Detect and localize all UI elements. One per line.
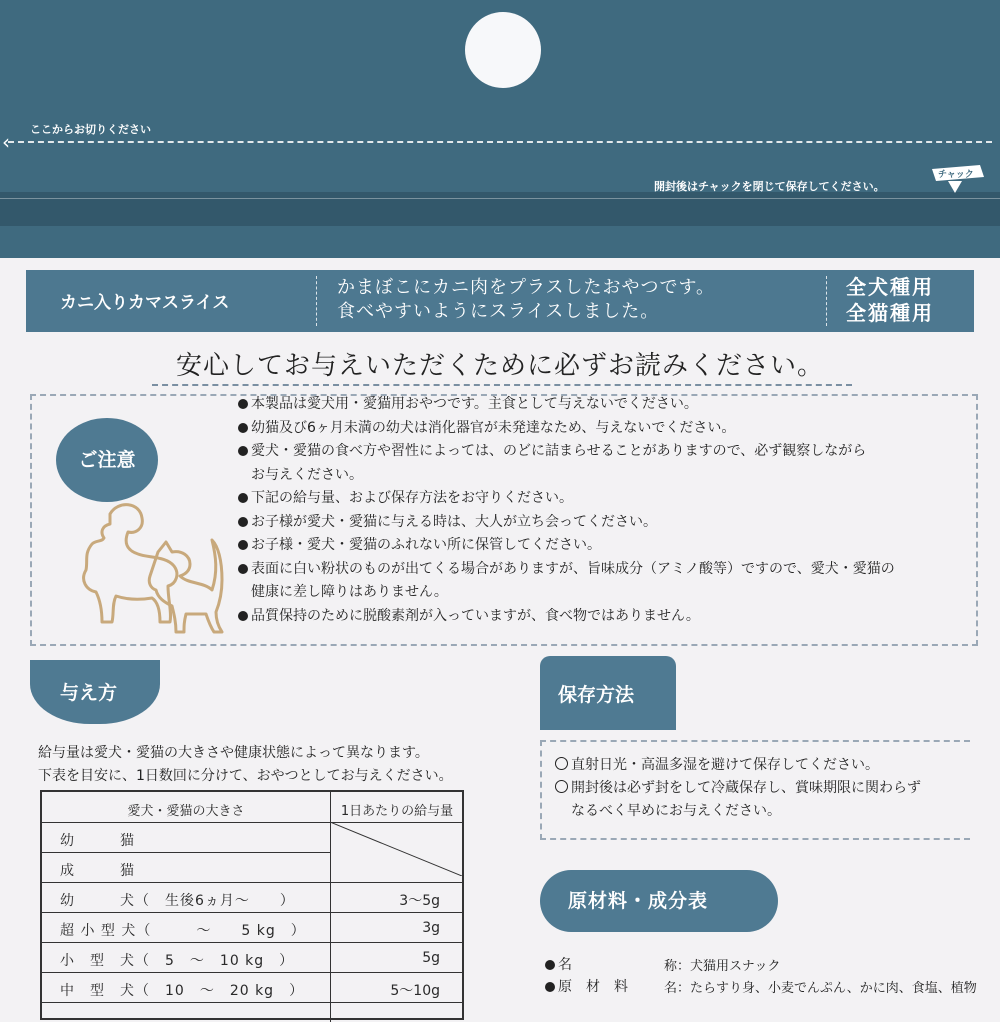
zipper-tag-icon [928,163,988,203]
caution-item-text: 品質保持のために脱酸素剤が入っていますが、食べ物ではありません。 [251,607,700,624]
package-top-band [0,0,1000,258]
circle-bullet-icon [555,757,568,770]
target-cats: 全猫種用 [846,301,934,325]
storage-item [555,754,921,777]
ingredients-badge-label: 原材料・成分表 [568,890,709,912]
caution-item [238,534,978,558]
storage-badge [540,656,676,730]
hang-hole [465,12,541,88]
zipper-label: 開封後はチャックを閉じて保存してください。 [654,180,885,193]
table-rule [42,882,462,883]
header-amount: 1日あたりの給与量 [340,804,454,819]
storage-item-text: 直射日光・高温多湿を避けて保存してください。 [571,757,879,773]
zipper-line [0,198,1000,199]
ingredient-raw-row [545,976,628,996]
caution-item-text: 表面に白い粉状のものが出てくる場合がありますが、旨味成分（アミノ酸等）ですので、愛犬・愛猫の [251,560,895,577]
feeding-text-line-2: 下表を目安に、1日数回に分けて、おやつとしてお与えください。 [38,768,453,784]
table-amount-cell: 5g [422,950,440,966]
caution-item-continued: お与えください。 [251,466,363,483]
tagline-line-2: 食べやすいようにスライスしました。 [337,301,660,322]
bullet-icon [238,540,248,550]
feeding-table [40,790,464,1020]
header-size: 愛犬・愛猫の大きさ [127,804,245,819]
caution-item [238,487,978,511]
product-name: カニ入りカマスライス [60,293,230,313]
storage-item-continued: なるべく早めにお与えください。 [571,803,781,819]
cut-label: ここからお切りください [30,123,151,136]
caution-badge: ご注意 [56,418,158,502]
target-dogs: 全犬種用 [846,275,934,299]
table-rule [42,822,462,823]
zipper-tag-label: チャック [938,170,974,180]
bullet-icon [545,982,555,992]
notice-heading: 安心してお与えいただくために必ずお読みください。 [175,351,824,381]
bullet-icon [238,564,248,574]
storage-list [555,754,921,823]
caution-item-text: お子様が愛犬・愛猫に与える時は、大人が立ち会ってください。 [251,513,657,530]
caution-item-continued: 健康に差し障りはありません。 [251,584,448,600]
bullet-icon [238,517,248,527]
ingredient-name-row [545,954,572,974]
tagline-line-1: かまぼこにカニ肉をプラスしたおやつです。 [337,277,716,298]
table-size-cell: 成 猫 [60,863,135,879]
caution-item [238,393,978,417]
table-rule [42,972,462,973]
caution-item [238,558,978,582]
feeding-badge-label: 与え方 [60,682,118,704]
circle-bullet-icon [555,780,568,793]
caution-item [238,417,978,441]
dog-cat-illustration [40,496,240,636]
table-amount-cell: 3g [422,920,440,936]
caution-item [238,605,978,629]
table-rule [42,1002,462,1003]
ingredient-raw-value: 名：たらすり身、小麦でんぷん、かに肉、食塩、植物 [664,981,977,996]
table-rule [42,912,462,913]
caution-item-text: 幼猫及び6ヶ月未満の幼犬は消化器官が未発達なため、与えないでください。 [251,419,736,436]
table-size-cell: 中 型 犬（ 10 〜 20 kg ） [60,983,305,999]
header-divider [316,276,318,326]
feeding-text [38,742,453,788]
bullet-icon [238,423,248,433]
product-tagline [337,276,715,324]
caution-item [238,511,978,535]
feeding-text-line-1: 給与量は愛犬・愛猫の大きさや健康状態によって異なります。 [38,745,429,761]
notice-underline [152,384,852,386]
table-size-cell: 小 型 犬（ 5 〜 10 kg ） [60,953,295,969]
storage-item-text: 開封後は必ず封をして冷蔵保存し、賞味期限に関わらず [571,780,921,796]
caution-item [238,440,978,464]
bullet-icon [238,493,248,503]
ingredient-name-label: 名 [558,957,572,973]
ingredient-name-value: 称：犬猫用スナック [664,959,781,974]
caution-item-text: 下記の給与量、および保存方法をお守りください。 [251,490,573,506]
caution-item-text: お子様・愛犬・愛猫のふれない所に保管してください。 [251,537,601,553]
bullet-icon [238,399,248,409]
table-amount-cell: 5〜10g [390,983,440,999]
ingredient-raw-label: 原 材 料 [558,979,628,995]
table-size-cell: 超 小 型 犬（ 〜 5 kg ） [60,923,306,939]
cut-arrow-icon: ‹ [2,130,10,154]
ingredients-badge [540,870,778,932]
caution-item-text: 本製品は愛犬用・愛猫用おやつです。主食として与えないでください。 [251,396,698,412]
table-rule [42,852,330,853]
table-size-cell: 幼 猫 [60,833,135,849]
target-animals [846,274,934,326]
product-header-bar [26,270,974,332]
caution-item-text: 愛犬・愛猫の食べ方や習性によっては、のどに詰まらせることがありますので、必ず観察しながら [251,443,867,459]
caution-list [238,393,978,628]
cut-line [8,141,992,143]
feeding-badge [30,660,160,724]
table-size-cell: 幼 犬（ 生後6ヵ月〜 ） [60,893,295,909]
bullet-icon [545,960,555,970]
bullet-icon [238,611,248,621]
storage-item [555,777,921,800]
storage-badge-label: 保存方法 [558,684,635,706]
table-diagonal [330,822,462,876]
bullet-icon [238,446,248,456]
table-amount-cell: 3〜5g [399,893,440,909]
header-divider [826,276,828,326]
table-rule [42,942,462,943]
